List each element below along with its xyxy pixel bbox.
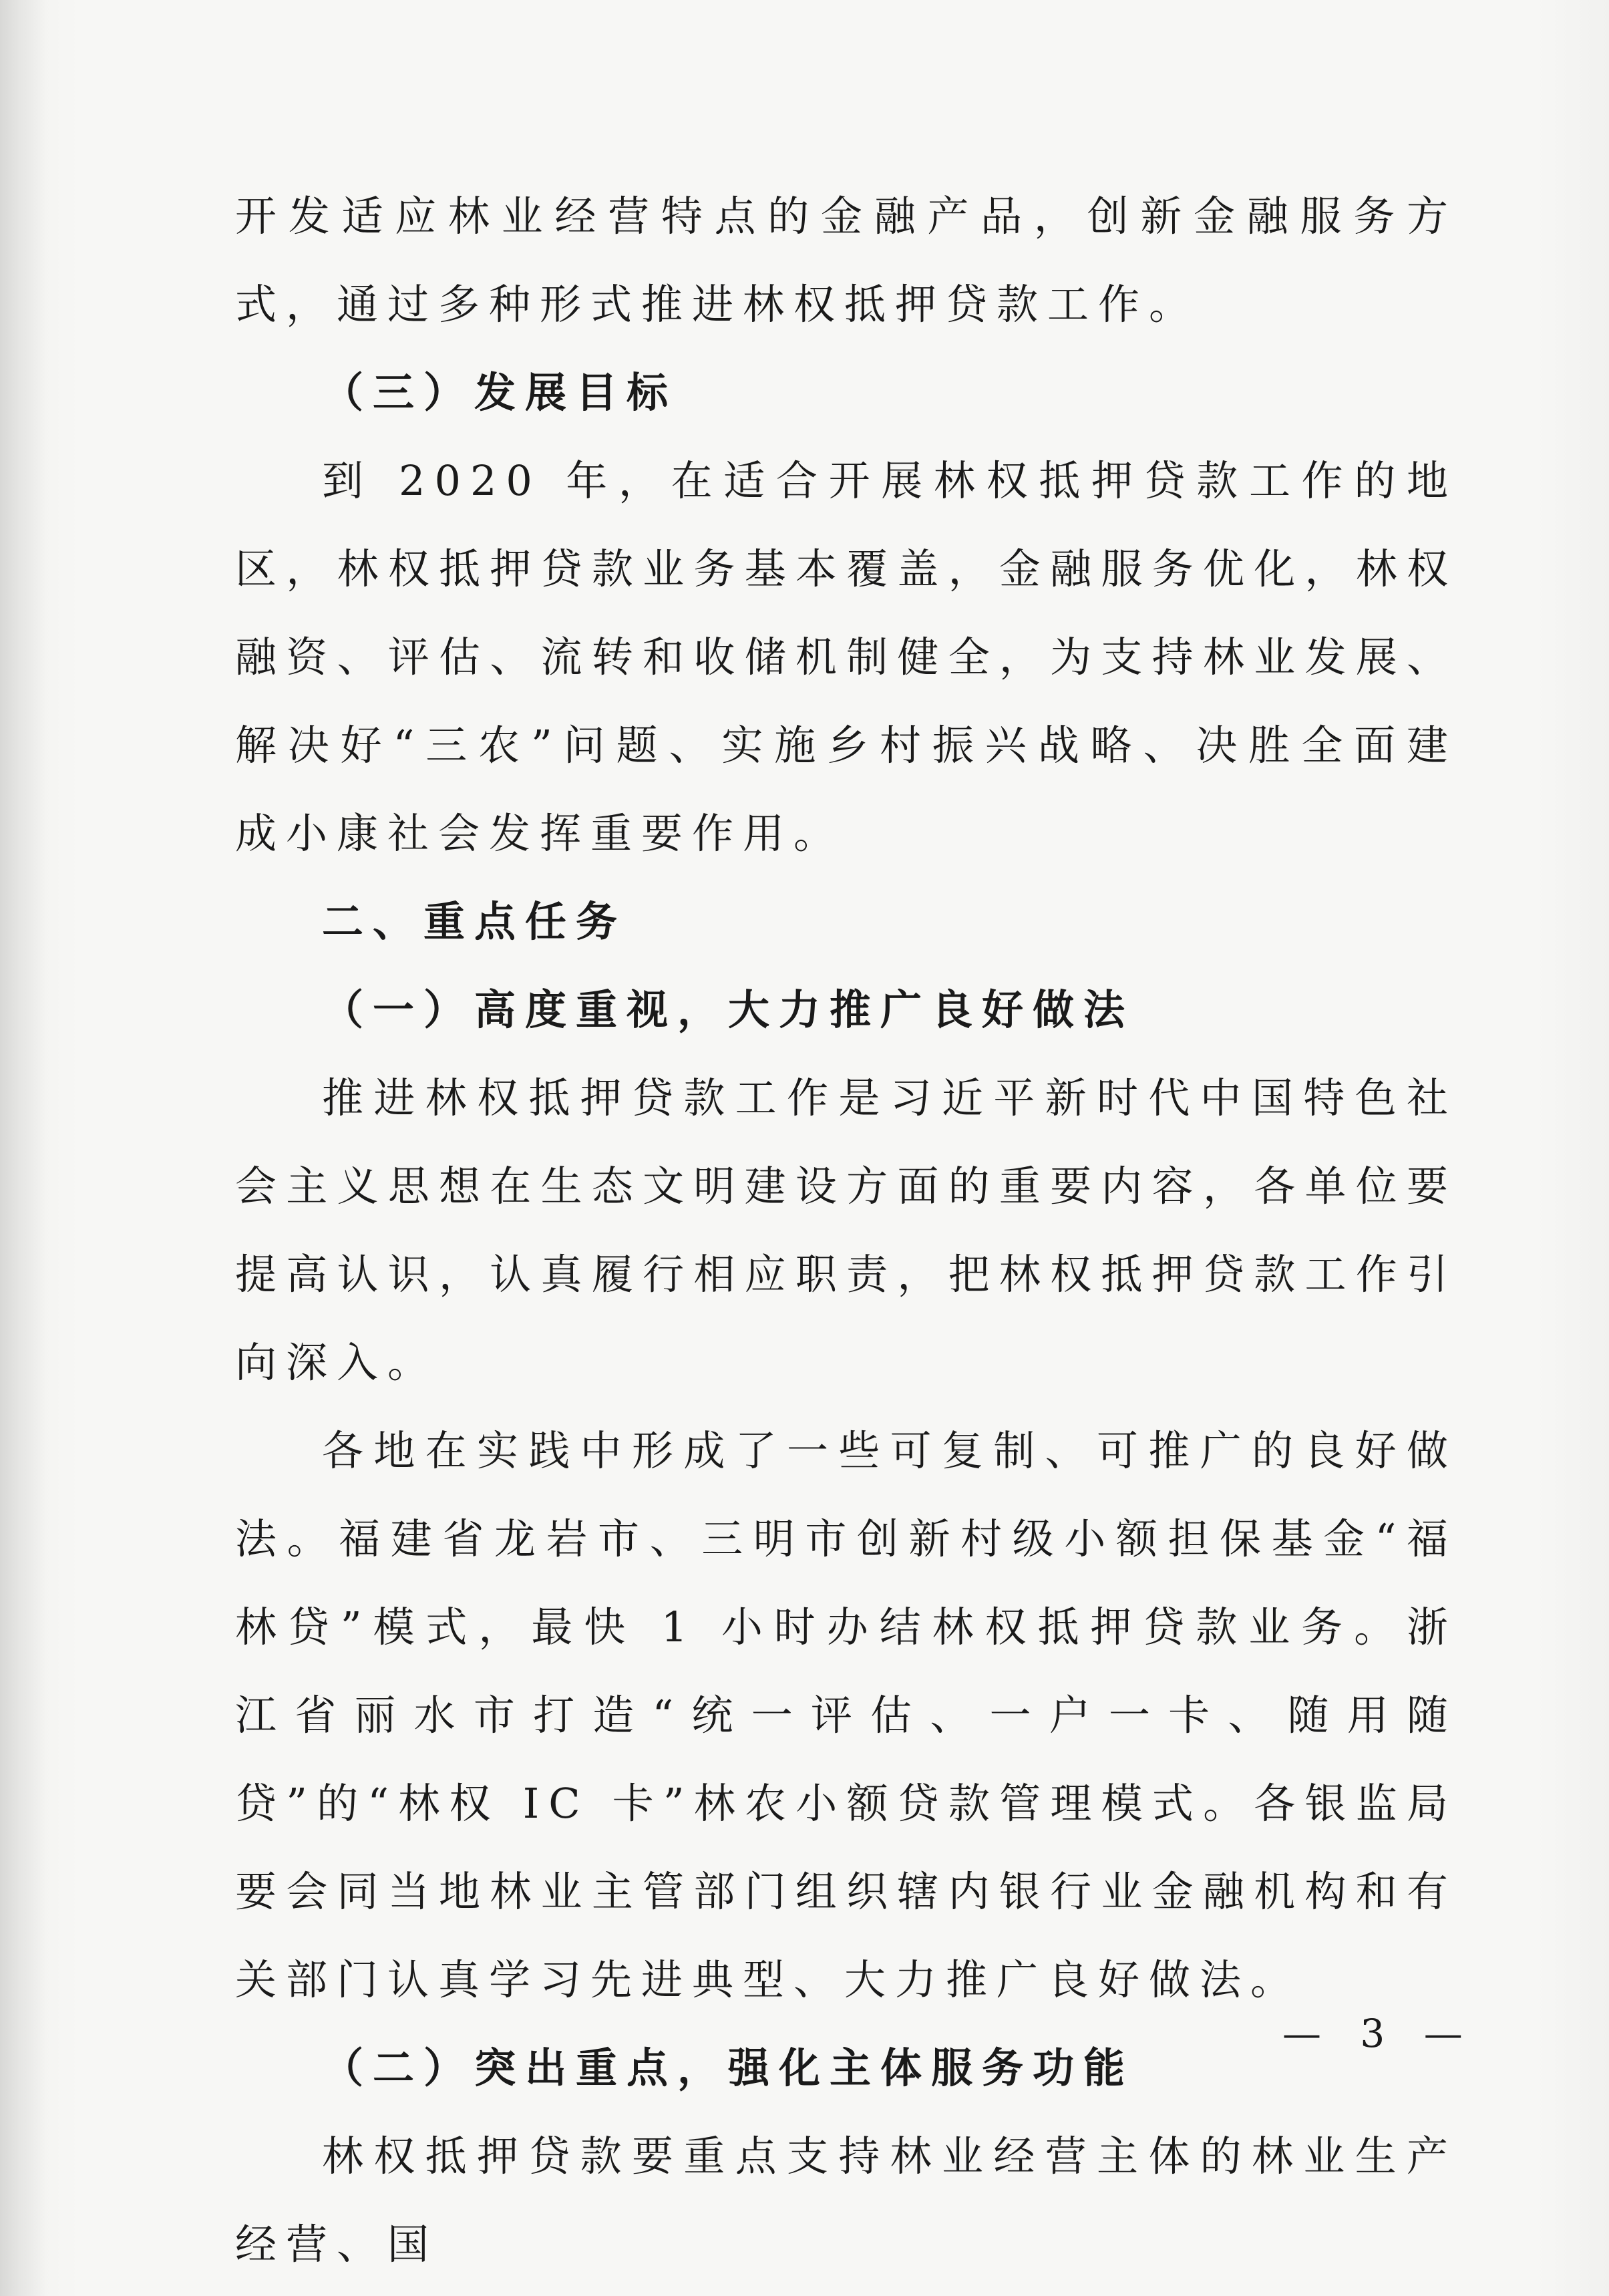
page-number: — 3 —: [1282, 2011, 1476, 2056]
document-body: [235, 172, 1457, 2289]
paragraph-key-support: 林权抵押贷款要重点支持林业经营主体的林业生产经营、国: [235, 2132, 1457, 2269]
scan-binding-shadow: [0, 0, 47, 2296]
paragraph-development-goals: 到 2020 年，在适合开展林权抵押贷款工作的地区，林权抵押贷款业务基本覆盖，金融服务优化，林权融资、评估、流转和收储机制健全，为支持林业发展、解决好“三农”问题、实施乡村振兴战略、决胜全面建成小康社会发挥重要作用。: [235, 456, 1457, 858]
paragraph-importance: 推进林权抵押贷款工作是习近平新时代中国特色社会主义思想在生态文明建设方面的重要内容，各单位要提高认识，认真履行相应职责，把林权抵押贷款工作引向深入。: [235, 1074, 1457, 1387]
heading-development-goals: （三）发展目标: [322, 368, 678, 417]
subheading-promote-good-practices: （一）高度重视，大力推广良好做法: [322, 985, 1135, 1034]
subheading-highlight-key-points: （二）突出重点，强化主体服务功能: [322, 2043, 1135, 2092]
paragraph-good-practices: 各地在实践中形成了一些可复制、可推广的良好做法。福建省龙岩市、三明市创新村级小额担保基金“福林贷”模式，最快 1 小时办结林权抵押贷款业务。浙江省丽水市打造“统一评估、一户一卡、随用随贷”的“林权 IC 卡”林农小额贷款管理模式。各银监局要会同当地林业主管部门组织辖内银行业金融机构和有关部门认真学习先进典型、大力推广良好做法。: [235, 1426, 1457, 2004]
paragraph-continuation: 开发适应林业经营特点的金融产品，创新金融服务方式，通过多种形式推进林权抵押贷款工作。: [235, 192, 1457, 329]
heading-key-tasks: 二、重点任务: [322, 897, 627, 946]
